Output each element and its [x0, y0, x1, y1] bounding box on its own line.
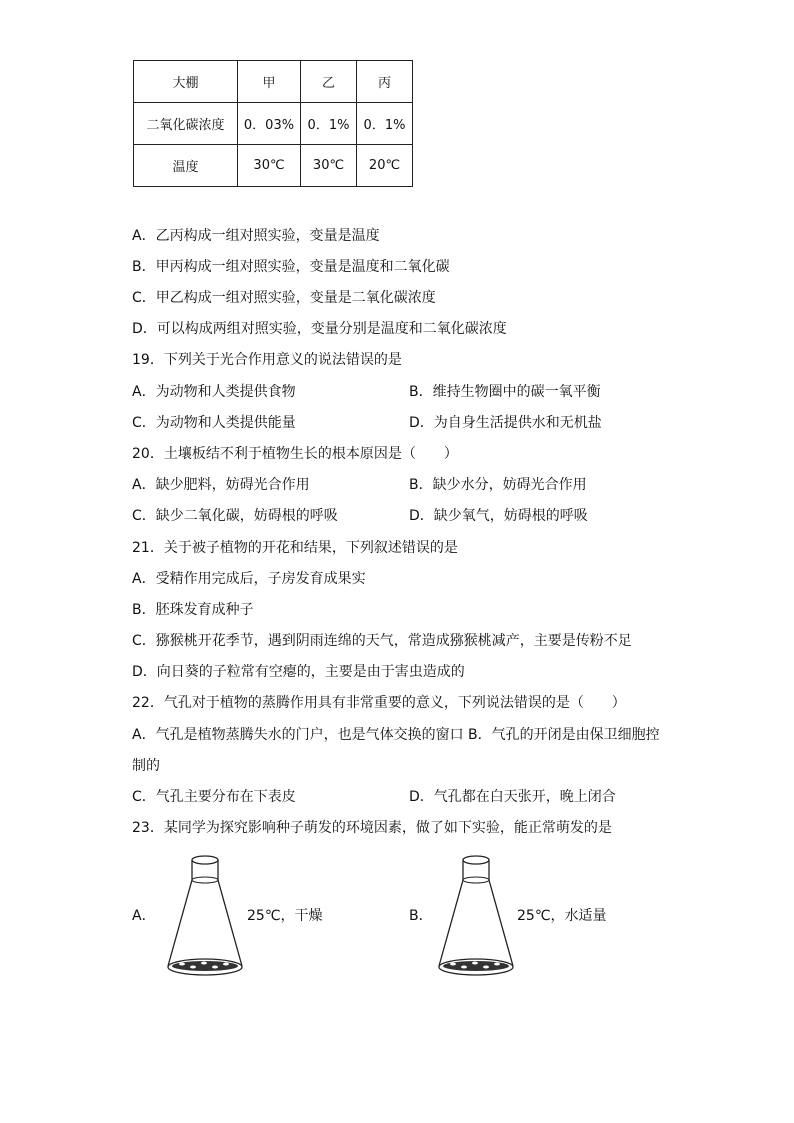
q19-stem: 19．下列关于光合作用意义的说法错误的是 [132, 352, 402, 368]
table-cell: 0．03% [238, 103, 301, 145]
q20-option-d: D．缺少氧气，妨碍根的呼吸 [409, 508, 588, 524]
table-cell: 温度 [134, 145, 238, 187]
q21-option-b: B．胚珠发育成种子 [132, 602, 254, 618]
q23-option-a-condition: 25℃，干燥 [247, 908, 323, 924]
q21-option-a: A．受精作用完成后，子房发育成果实 [132, 571, 366, 587]
q18-option-a: A．乙丙构成一组对照实验，变量是温度 [132, 228, 380, 244]
q21-option-d: D．向日葵的子粒常有空瘪的，主要是由于害虫造成的 [132, 664, 465, 680]
table-header-cell: 大棚 [134, 61, 238, 103]
q22-option-c: C．气孔主要分布在下表皮 [132, 789, 296, 805]
experiment-table [133, 60, 413, 187]
q18-option-c: C．甲乙构成一组对照实验，变量是二氧化碳浓度 [132, 290, 436, 306]
q20-option-c: C．缺少二氧化碳，妨碍根的呼吸 [132, 508, 338, 524]
table-header-cell: 甲 [238, 61, 301, 103]
table-header-cell: 丙 [357, 61, 413, 103]
table-cell: 二氧化碳浓度 [134, 103, 238, 145]
q22-option-ab-line1: A．气孔是植物蒸腾失水的门户，也是气体交换的窗口 B．气孔的开闭是由保卫细胞控 [132, 727, 660, 743]
q19-option-d: D．为自身生活提供水和无机盐 [409, 415, 602, 431]
q22-option-d: D．气孔都在白天张开，晚上闭合 [409, 789, 616, 805]
q21-stem: 21．关于被子植物的开花和结果，下列叙述错误的是 [132, 540, 458, 556]
table-cell: 0．1% [301, 103, 357, 145]
q18-option-b: B．甲丙构成一组对照实验，变量是温度和二氧化碳 [132, 259, 450, 275]
q23-option-a-letter: A． [132, 908, 156, 924]
q18-option-d: D．可以构成两组对照实验，变量分别是温度和二氧化碳浓度 [132, 321, 507, 337]
q23-stem: 23．某同学为探究影响种子萌发的环境因素，做了如下实验，能正常萌发的是 [132, 820, 612, 836]
q20-option-b: B．缺少水分，妨碍光合作用 [409, 477, 587, 493]
q20-option-a: A．缺少肥料，妨碍光合作用 [132, 477, 310, 493]
q19-option-b: B．维持生物圈中的碳一氧平衡 [409, 384, 601, 400]
q20-stem: 20．土壤板结不利于植物生长的根本原因是（ ） [132, 446, 458, 462]
q23-option-b-condition: 25℃，水适量 [517, 908, 607, 924]
q21-option-c: C．猕猴桃开花季节，遇到阴雨连绵的天气，常造成猕猴桃减产，主要是传粉不足 [132, 633, 632, 649]
table-cell: 30℃ [238, 145, 301, 187]
flask-a-illustration [160, 852, 250, 980]
table-cell: 30℃ [301, 145, 357, 187]
table-header-row [134, 61, 413, 103]
q19-option-c: C．为动物和人类提供能量 [132, 415, 296, 431]
flask-b-illustration [431, 852, 521, 980]
q23-option-b-letter: B． [409, 908, 433, 924]
table-header-cell: 乙 [301, 61, 357, 103]
table-row [134, 103, 413, 145]
table-cell: 0．1% [357, 103, 413, 145]
q19-option-a: A．为动物和人类提供食物 [132, 384, 296, 400]
table-cell: 20℃ [357, 145, 413, 187]
q22-stem: 22．气孔对于植物的蒸腾作用具有非常重要的意义，下列说法错误的是（ ） [132, 695, 626, 711]
q22-option-ab-line2: 制的 [132, 758, 160, 774]
table-row [134, 145, 413, 187]
